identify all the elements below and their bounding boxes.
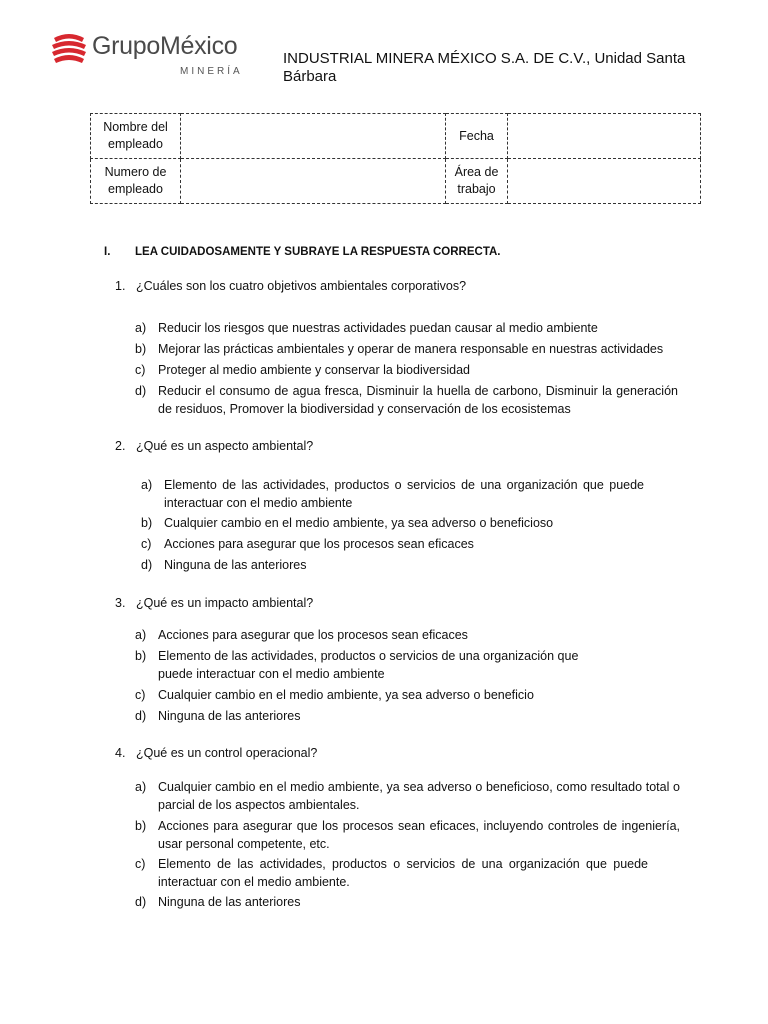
logo-wordmark: GrupoMéxico	[92, 32, 238, 60]
question-1	[115, 277, 715, 295]
question-number: 3.	[115, 596, 126, 610]
option-letter: a)	[135, 321, 147, 335]
question-4-option-d[interactable]	[135, 893, 695, 911]
question-2-option-c[interactable]	[141, 535, 701, 553]
question-1-option-b[interactable]	[135, 340, 695, 358]
question-4-option-a[interactable]	[135, 778, 695, 814]
section-title: LEA CUIDADOSAMENTE Y SUBRAYE LA RESPUESTA CORRECTA.	[135, 246, 501, 258]
question-3-option-b[interactable]	[135, 647, 695, 683]
question-number: 4.	[115, 746, 126, 760]
option-text: Cualquier cambio en el medio ambiente, ya sea adverso o beneficio	[158, 688, 534, 702]
option-letter: a)	[135, 780, 147, 794]
question-2-option-b[interactable]	[141, 514, 701, 532]
question-text: ¿Qué es un aspecto ambiental?	[136, 439, 314, 453]
option-text: Mejorar las prácticas ambientales y operar de manera responsable en nuestras actividades	[158, 342, 664, 356]
option-letter: b)	[141, 516, 153, 530]
option-text: Ninguna de las anteriores	[158, 709, 301, 723]
option-text: Elemento de las actividades, productos o servicios de una organización que puede interactuar con el medio ambiente	[164, 478, 644, 510]
option-letter: b)	[135, 649, 147, 663]
date-label: Fecha	[446, 114, 508, 159]
employee-number-field[interactable]	[181, 159, 446, 204]
question-3-option-d[interactable]	[135, 707, 695, 725]
option-letter: a)	[141, 478, 153, 492]
company-name: INDUSTRIAL MINERA MÉXICO S.A. DE C.V., Unidad Santa Bárbara	[283, 50, 686, 85]
question-3-option-a[interactable]	[135, 626, 695, 644]
option-letter: b)	[135, 819, 147, 833]
question-1-option-a[interactable]	[135, 319, 695, 337]
option-text: Ninguna de las anteriores	[158, 895, 301, 909]
company-logo	[50, 30, 250, 80]
question-4	[115, 744, 715, 762]
grupo-mexico-logo-icon	[50, 30, 88, 70]
employee-number-label: Numero de empleado	[91, 159, 181, 204]
option-letter: d)	[135, 709, 147, 723]
section-number: I.	[104, 246, 111, 258]
question-text: ¿Qué es un impacto ambiental?	[136, 596, 314, 610]
question-2-option-a[interactable]	[141, 476, 701, 512]
option-letter: c)	[135, 688, 146, 702]
logo-subtitle: MINERÍA	[180, 66, 243, 77]
question-2	[115, 437, 715, 455]
option-text: Acciones para asegurar que los procesos sean eficaces	[158, 628, 468, 642]
question-3-option-c[interactable]	[135, 686, 695, 704]
question-number: 1.	[115, 279, 126, 293]
employee-name-field[interactable]	[181, 114, 446, 159]
question-number: 2.	[115, 439, 126, 453]
option-text: Cualquier cambio en el medio ambiente, ya sea adverso o beneficioso	[164, 516, 554, 530]
section-heading	[104, 246, 500, 258]
option-text: Acciones para asegurar que los procesos sean eficaces	[164, 537, 474, 551]
question-text: ¿Cuáles son los cuatro objetivos ambientales corporativos?	[136, 279, 467, 293]
employee-name-label: Nombre del empleado	[91, 114, 181, 159]
question-3	[115, 594, 715, 612]
option-text: Ninguna de las anteriores	[164, 558, 307, 572]
employee-info-table	[90, 113, 701, 204]
work-area-label: Área de trabajo	[446, 159, 508, 204]
option-letter: d)	[141, 558, 153, 572]
date-field[interactable]	[508, 114, 701, 159]
option-text: Elemento de las actividades, productos o servicios de una organización que puede interactuar con el medio ambiente.	[158, 857, 648, 889]
question-4-option-b[interactable]	[135, 817, 695, 853]
option-text: Cualquier cambio en el medio ambiente, ya sea adverso o beneficioso, como resultado total o parcial de los aspectos ambientales.	[158, 780, 680, 812]
option-text: Proteger al medio ambiente y conservar la biodiversidad	[158, 363, 470, 377]
option-letter: c)	[141, 537, 152, 551]
question-2-option-d[interactable]	[141, 556, 701, 574]
option-text: Elemento de las actividades, productos o servicios de una organización que puede interactuar con el medio ambiente	[158, 649, 579, 681]
question-text: ¿Qué es un control operacional?	[136, 746, 318, 760]
work-area-field[interactable]	[508, 159, 701, 204]
option-letter: d)	[135, 384, 147, 398]
question-1-option-c[interactable]	[135, 361, 695, 379]
option-letter: b)	[135, 342, 147, 356]
option-letter: c)	[135, 363, 146, 377]
question-4-option-c[interactable]	[135, 855, 695, 891]
option-letter: d)	[135, 895, 147, 909]
option-letter: a)	[135, 628, 147, 642]
table-row	[91, 114, 701, 159]
table-row	[91, 159, 701, 204]
option-letter: c)	[135, 857, 146, 871]
question-1-option-d[interactable]	[135, 382, 695, 418]
option-text: Acciones para asegurar que los procesos sean eficaces, incluyendo controles de ingeniería, usar personal competente, etc.	[158, 819, 680, 851]
option-text: Reducir los riesgos que nuestras actividades puedan causar al medio ambiente	[158, 321, 598, 335]
option-text: Reducir el consumo de agua fresca, Disminuir la huella de carbono, Disminuir la generación de residuos, Promover la biodiversidad y conservación de los ecosistemas	[158, 384, 678, 416]
